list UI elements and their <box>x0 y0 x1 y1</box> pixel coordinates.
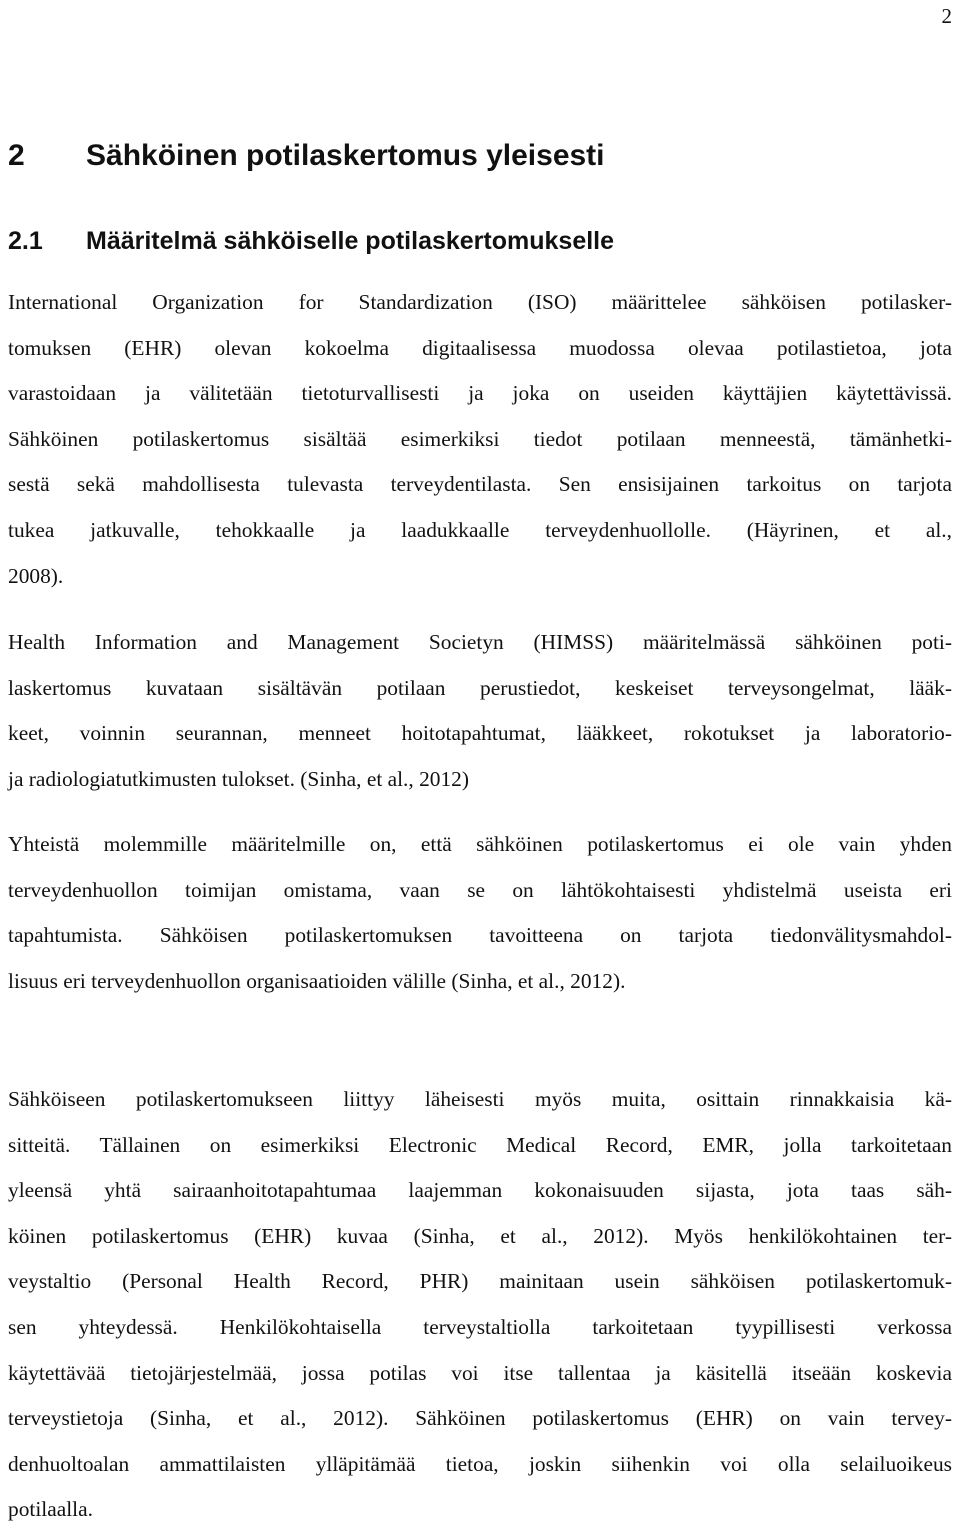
text-line: International Organization for Standardization (ISO) määrittelee sähköisen potilasker- <box>8 290 952 314</box>
paragraph-iso-definition <box>8 280 952 599</box>
text-line: Sähköiseen potilaskertomukseen liittyy läheisesti myös muita, osittain rinnakkaisia kä- <box>8 1087 952 1111</box>
text-line: keet, voinnin seurannan, menneet hoitotapahtumat, lääkkeet, rokotukset ja laboratorio- <box>8 721 952 746</box>
text-line: potilaalla. <box>8 1497 93 1522</box>
text-line: Health Information and Management Societyn (HIMSS) määritelmässä sähköinen poti- <box>8 630 952 654</box>
text-line: 2008). <box>8 563 64 588</box>
text-line: laskertomus kuvataan sisältävän potilaan perustiedot, keskeiset terveysongelmat, lääk- <box>8 675 952 700</box>
chapter-heading <box>8 136 605 176</box>
text-line: lisuus eri terveydenhuollon organisaatioiden välille (Sinha, et al., 2012). <box>8 968 626 993</box>
text-line: köinen potilaskertomus (EHR) kuvaa (Sinha, et al., 2012). Myös henkilökohtainen ter- <box>8 1223 952 1248</box>
text-line: terveydenhuollon toimijan omistama, vaan se on lähtökohtaisesti yhdistelmä useista eri <box>8 877 952 902</box>
text-line: Sähköinen potilaskertomus sisältää esimerkiksi tiedot potilaan menneestä, tämänhetki- <box>8 426 952 451</box>
chapter-title: Sähköinen potilaskertomus yleisesti <box>86 139 605 172</box>
chapter-number: 2 <box>8 139 25 172</box>
text-line: denhuoltoalan ammattilaisten ylläpitämää tietoa, joskin siihenkin voi olla selailuoikeus <box>8 1451 952 1476</box>
text-line: veystaltio (Personal Health Record, PHR) mainitaan usein sähköisen potilaskertomuk- <box>8 1269 952 1294</box>
text-line: yleensä yhtä sairaanhoitotapahtumaa laajemman kokonaisuuden sijasta, jota taas säh- <box>8 1178 952 1203</box>
text-line: Yhteistä molemmille määritelmille on, että sähköinen potilaskertomus ei ole vain yhden <box>8 832 952 856</box>
page-number: 2 <box>941 4 952 28</box>
paragraph-himss-definition <box>8 620 952 802</box>
text-line: ja radiologiatutkimusten tulokset. (Sinha, et al., 2012) <box>8 766 470 791</box>
text-line: sitteitä. Tällainen on esimerkiksi Electronic Medical Record, EMR, jolla tarkoitetaan <box>8 1132 952 1157</box>
text-line: tukea jatkuvalle, tehokkaalle ja laadukkaalle terveydenhuollolle. (Häyrinen, et al., <box>8 517 952 542</box>
paragraph-related-concepts <box>8 1077 952 1533</box>
text-line: tomuksen (EHR) olevan kokoelma digitaalisessa muodossa olevaa potilastietoa, jota <box>8 335 952 360</box>
text-line: käytettävää tietojärjestelmää, jossa potilas voi itse tallentaa ja käsitellä itseään koskevia <box>8 1360 952 1385</box>
text-line: sestä sekä mahdollisesta tulevasta terveydentilasta. Sen ensisijainen tarkoitus on tarjota <box>8 472 952 497</box>
paragraph-common-features <box>8 822 952 1004</box>
text-line: tapahtumista. Sähköisen potilaskertomuksen tavoitteena on tarjota tiedonvälitysmahdol- <box>8 923 952 948</box>
text-line: terveystietoja (Sinha, et al., 2012). Sähköinen potilaskertomus (EHR) on vain tervey- <box>8 1406 952 1431</box>
text-line: varastoidaan ja välitetään tietoturvallisesti ja joka on useiden käyttäjien käytettävissä. <box>8 381 952 406</box>
section-title: Määritelmä sähköiselle potilaskertomukselle <box>86 227 615 255</box>
text-line: sen yhteydessä. Henkilökohtaisella terveystaltiolla tarkoitetaan tyypillisesti verkossa <box>8 1314 952 1339</box>
section-number: 2.1 <box>8 227 43 255</box>
section-heading <box>8 224 614 258</box>
